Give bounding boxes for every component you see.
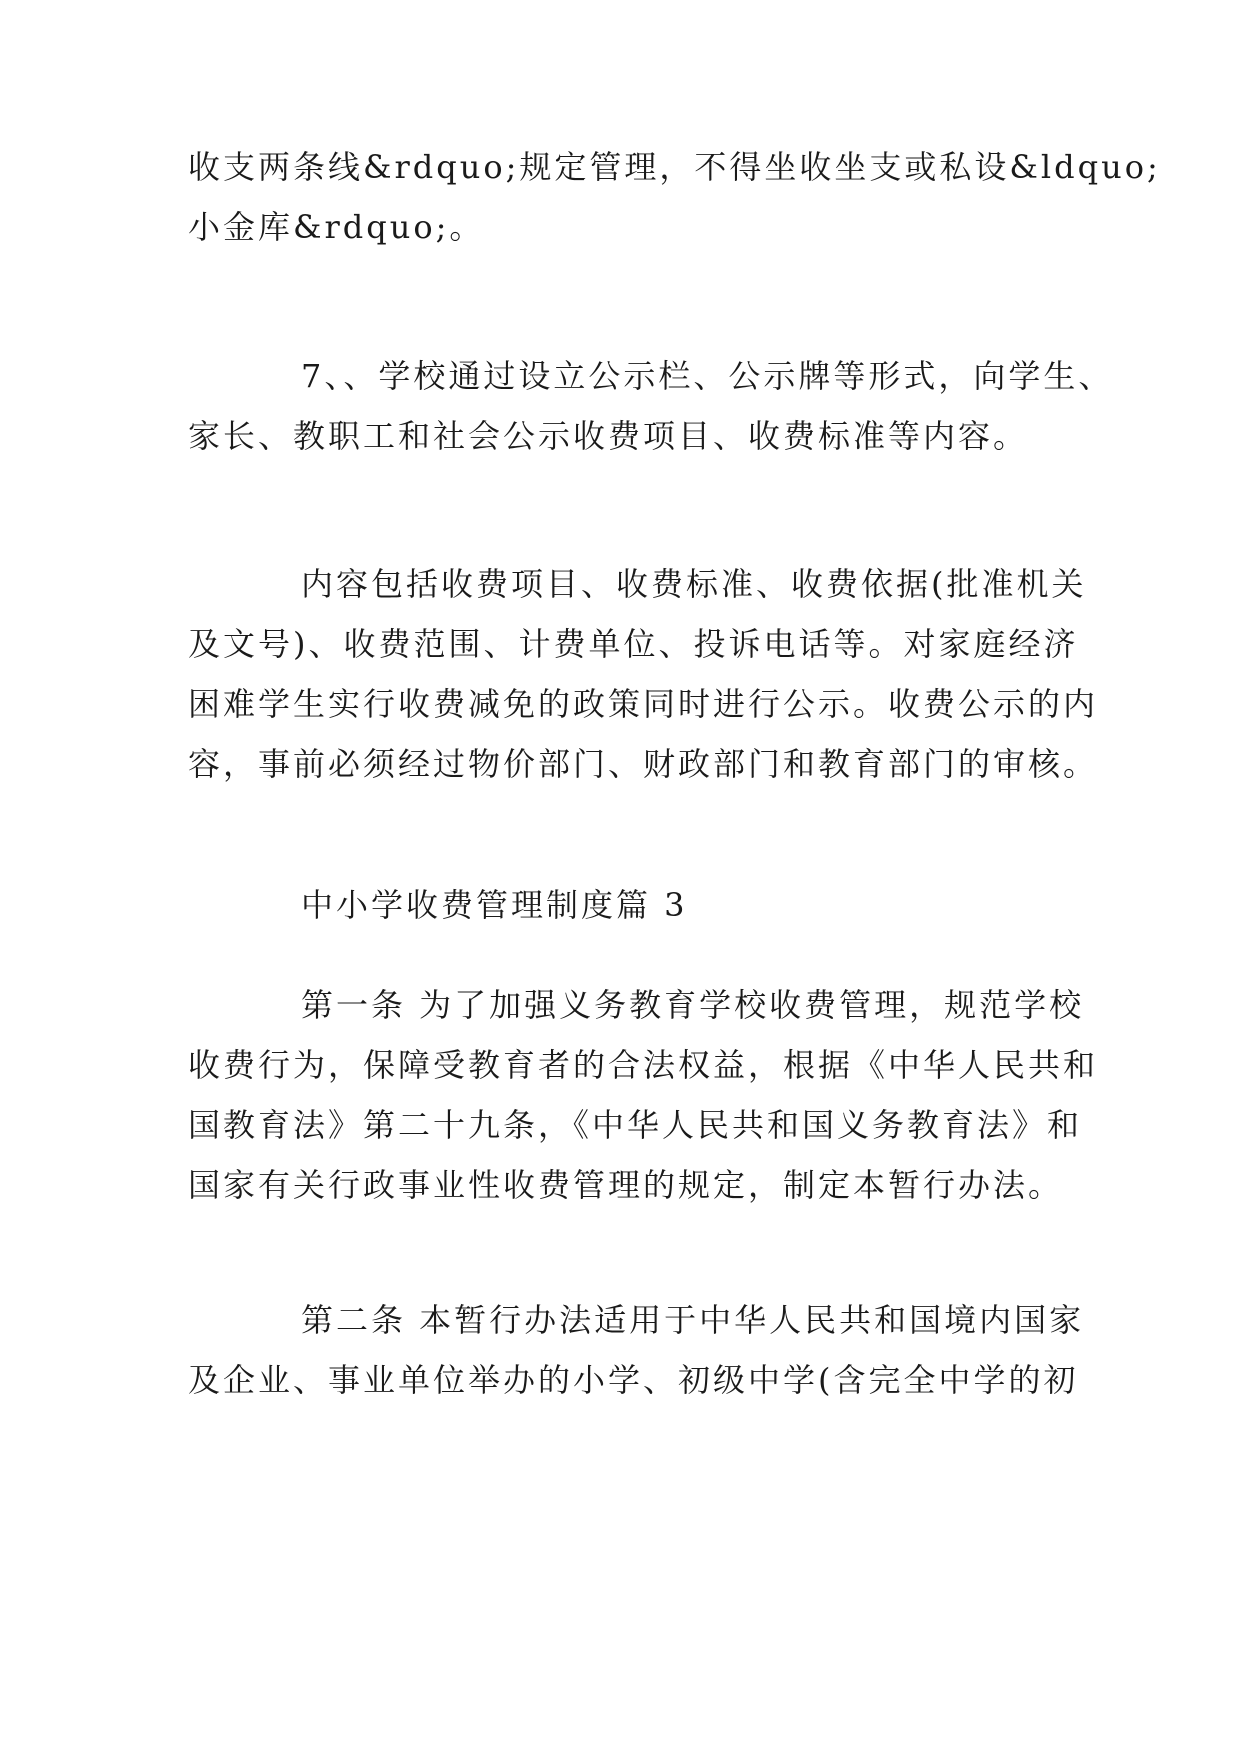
paragraph-3-line-2: 及文号)、收费范围、计费单位、投诉电话等。对家庭经济 (188, 625, 1079, 663)
article-1-line-2: 收费行为，保障受教育者的合法权益，根据《中华人民共和 (188, 1046, 1099, 1084)
section-heading (188, 875, 1058, 935)
article-2 (188, 1290, 1085, 1410)
article-2-line-1: 第二条 本暂行办法适用于中华人民共和国境内国家 (301, 1301, 1085, 1339)
paragraph-2-line-2: 家长、教职工和社会公示收费项目、收费标准等内容。 (188, 417, 1029, 455)
paragraph-1 (188, 137, 1161, 257)
paragraph-1-line-2: 小金库&rdquo;。 (188, 208, 485, 246)
article-2-line-2: 及企业、事业单位举办的小学、初级中学(含完全中学的初 (188, 1361, 1079, 1399)
paragraph-3-line-3: 困难学生实行收费减免的政策同时进行公示。收费公示的内 (188, 685, 1099, 723)
article-1-line-1: 第一条 为了加强义务教育学校收费管理，规范学校 (301, 986, 1085, 1024)
article-1 (188, 975, 1099, 1215)
paragraph-2 (188, 346, 1114, 466)
paragraph-3-line-1: 内容包括收费项目、收费标准、收费依据(批准机关 (301, 565, 1087, 603)
article-1-line-4: 国家有关行政事业性收费管理的规定，制定本暂行办法。 (188, 1166, 1064, 1204)
paragraph-1-line-1: 收支两条线&rdquo;规定管理，不得坐收坐支或私设&ldquo; (188, 148, 1161, 186)
paragraph-2-line-1: 7、、学校通过设立公示栏、公示牌等形式，向学生、 (301, 357, 1114, 395)
section-heading-text: 中小学收费管理制度篇 3 (301, 886, 688, 924)
article-1-line-3: 国教育法》第二十九条，《中华人民共和国义务教育法》和 (188, 1106, 1083, 1144)
paragraph-3-line-4: 容，事前必须经过物价部门、财政部门和教育部门的审核。 (188, 745, 1099, 783)
paragraph-3 (188, 554, 1099, 794)
